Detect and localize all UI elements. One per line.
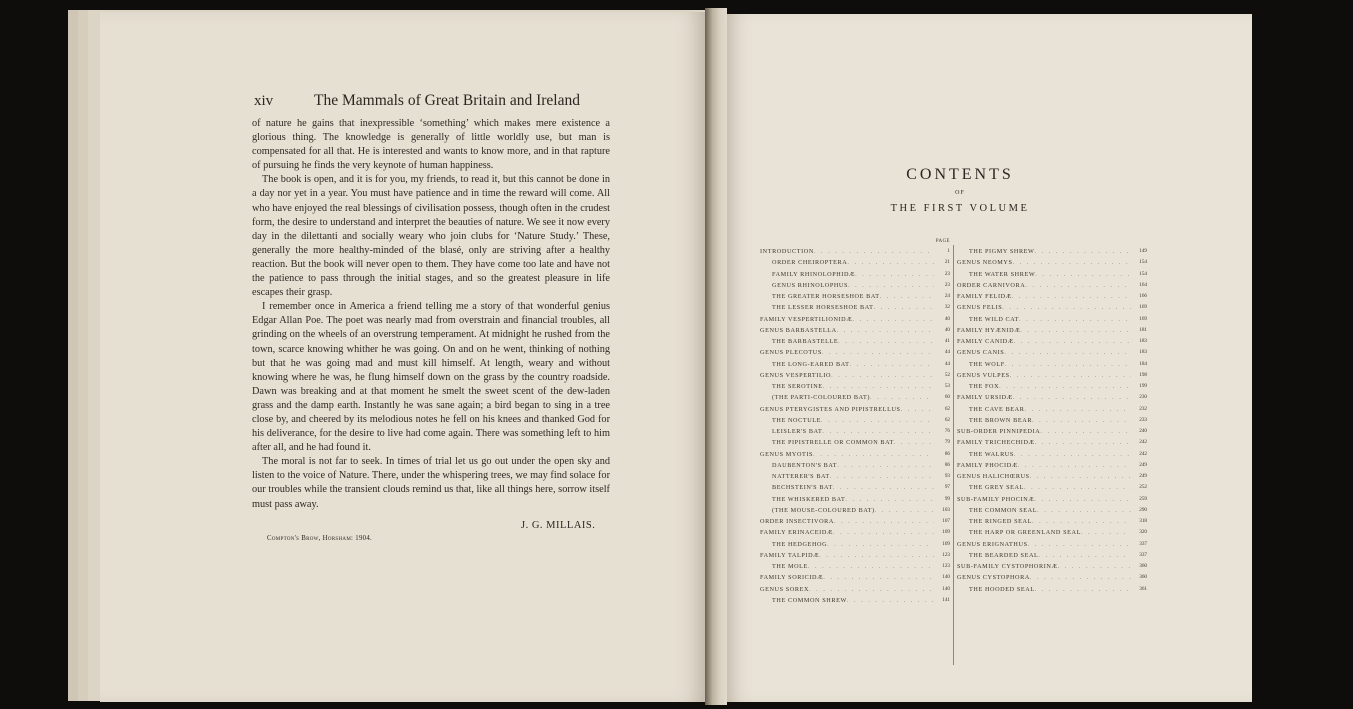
toc-page-number: 169 [1139,315,1147,322]
toc-entry-title: FAMILY TRICHECHIDÆ [957,439,1035,447]
book-spine [705,8,727,705]
toc-page-number: 24 [944,293,950,299]
toc-page-number: 259 [1139,495,1147,502]
toc-page-number: 337 [1139,551,1147,558]
toc-leader-dots [1024,404,1131,415]
toc-entry-title: GENUS NEOMYS [957,259,1013,267]
paragraph: I remember once in America a friend telling me a story of that wonderful genius Edgar Allan Poe. The poet was nearly mad from overstrain and financial troubles, all grinding on the wheels of an overstrung temperament. At midnight he rushed from the town, scarce knowing whither he was going. On and on he went, thinking of nothing but that he was going mad and must kill himself. At length, weary and without knowing where he was, he flung himself down on the grass by the country roadside. Dawn was breaking and at that moment he smelt the sweet scent of the dew-laden grass and the damp earth. Instantly he was sane again; a bird began to sing in a tree close by, and cheered by its melodious notes he fell on his knees and thanked God for his deliverance, for the desire to live had come again. There was something left to him after all, and he had found it. [252,301,610,454]
toc-entry [957,516,1147,527]
toc-leader-dots [855,269,934,280]
toc-entry-title: GENUS SOREX [760,585,810,593]
toc-entry-title: GENUS MYOTIS [760,450,814,458]
toc-entry [760,347,950,358]
toc-page-number: 181 [1139,326,1147,333]
toc-entry-title: BECHSTEIN'S BAT [772,484,833,492]
toc-entry [760,325,950,336]
toc-page-number: 183 [1139,338,1147,344]
author-signature: J. G. MILLAIS. [521,520,596,531]
toc-entry-title: THE MOLE [772,563,808,570]
toc-page-number: 140 [942,574,950,581]
toc-page-number: 183 [1139,349,1147,356]
toc-entry [760,314,950,325]
toc-entry [957,291,1147,302]
toc-entry-title: THE LESSER HORSESHOE BAT [772,304,874,312]
toc-page-number: 140 [942,585,950,592]
toc-entry-title: THE HOODED SEAL [969,585,1035,593]
toc-entry [957,257,1147,268]
toc-page-number: 141 [942,596,950,603]
toc-entry-title: GENUS RHINOLOPHUS [772,281,849,289]
toc-leader-dots [1034,494,1131,505]
toc-page-number: 242 [1139,450,1147,457]
toc-entry-title: THE WATER SHREW [969,270,1036,278]
toc-page-number: 154 [1139,270,1147,277]
toc-page-number: 62 [944,405,950,412]
toc-entry [760,392,950,403]
toc-entry [957,336,1147,347]
toc-leader-dots [1081,527,1131,538]
toc-column-1 [760,237,950,606]
toc-page-number: 1 [947,248,950,254]
toc-page-number: 23 [944,281,950,288]
toc-page-number: 361 [1139,585,1147,592]
toc-page-number: 320 [1139,529,1147,536]
toc-leader-dots [875,505,934,516]
toc-entry [760,246,950,257]
toc-page-number: 76 [944,428,950,434]
toc-entry [957,370,1147,381]
toc-leader-dots [849,359,934,370]
toc-entry [760,595,950,606]
toc-entry [760,550,950,561]
toc-entry-title: GENUS FELIS [957,304,1003,312]
toc-entry [957,359,1147,370]
toc-leader-dots [894,437,934,448]
toc-leader-dots [809,584,934,595]
toc-entry [760,561,950,572]
toc-entry-title: GENUS VULPES [957,371,1010,379]
toc-entry [957,561,1147,572]
toc-entry [957,505,1147,516]
toc-page-number: 318 [1139,518,1147,524]
toc-entry [760,291,950,302]
toc-leader-dots [1013,392,1131,403]
toc-entry-title: THE WHISKERED BAT [772,495,846,503]
toc-leader-dots [870,392,934,403]
toc-leader-dots [831,370,934,381]
toc-entry-title: FAMILY CANIDÆ [957,338,1014,345]
toc-entry-title: FAMILY ERINACEIDÆ [760,529,833,537]
toc-entry-title: THE BEARDED SEAL [969,551,1039,559]
toc-entry [760,426,950,437]
toc-leader-dots [1005,359,1131,370]
toc-entry [760,527,950,538]
toc-page-number: 21 [944,259,950,266]
toc-page-number: 166 [1139,293,1147,299]
toc-entry [957,482,1147,493]
toc-entry-title: THE HARP OR GREENLAND SEAL [969,529,1081,537]
toc-leader-dots [1013,257,1131,268]
toc-entry-title: ORDER INSECTIVORA [760,518,834,525]
toc-leader-dots [1019,314,1131,325]
body-text [252,117,610,512]
toc-entry-title: THE COMMON SEAL [969,506,1038,514]
toc-page-number: 86 [944,450,950,457]
toc-leader-dots [819,550,934,561]
toc-page-number: 337 [1139,540,1147,547]
toc-entry [957,471,1147,482]
toc-entry [957,550,1147,561]
toc-entry [957,280,1147,291]
toc-entry-title: THE LONG-EARED BAT [772,360,850,368]
toc-entry [760,381,950,392]
toc-leader-dots [837,460,934,471]
toc-leader-dots [852,314,934,325]
toc-page-number: 123 [942,563,950,569]
toc-leader-dots [1038,550,1131,561]
toc-entry [957,584,1147,595]
toc-page-number: 79 [944,439,950,446]
toc-entry [957,347,1147,358]
toc-leader-dots [833,527,934,538]
toc-entry-title: GENUS ERIGNATHUS [957,540,1028,548]
toc-page-number: 109 [942,529,950,536]
toc-entry [760,471,950,482]
toc-leader-dots [1024,482,1131,493]
toc-page-number: 44 [944,349,950,356]
toc-leader-dots [814,246,934,257]
page-label: PAGE [935,239,950,244]
running-title: The Mammals of Great Britain and Ireland [314,92,580,109]
paragraph: The book is open, and it is for you, my friends, to read it, but this cannot be done in a day nor yet in a year. You must have patience and in time the reward will come. All who have enjoyed the real blessings of civilisation possess, though often in the crudest form, the desire to understand and interpret the beauties of nature. We see it now every day in the dilettanti and socially weary who join clubs for ‘Nature Study.’ These, generally the more healthy-minded of the blasé, only are striving after a healthy reaction. But the book will never open to them. They have come too late and have not the patience to pass through the initial stages, and so the greatest pleasure in life escapes their grasp. [252,174,610,299]
toc-page-number: 252 [1139,484,1147,491]
toc-entry-title: GENUS PTERYGISTES AND PIPISTRELLUS [760,405,901,413]
toc-entry [957,404,1147,415]
toc-page-number: 99 [944,495,950,502]
toc-entry-title: THE CAVE BEAR [969,405,1025,413]
toc-leader-dots [1010,370,1131,381]
toc-entry-title: GENUS PLECOTUS [760,349,822,357]
toc-page-number: 40 [944,315,950,322]
toc-page-number: 44 [944,360,950,367]
toc-entry [957,539,1147,550]
toc-page-number: 249 [1139,461,1147,468]
toc-entry-title: FAMILY VESPERTILIONIDÆ [760,315,853,323]
toc-entry-title: THE HEDGEHOG [772,540,828,548]
toc-page-number: 290 [1139,506,1147,513]
toc-entry [957,572,1147,583]
toc-leader-dots [808,561,934,572]
toc-entry-title: THE PIPISTRELLE OR COMMON BAT [772,439,894,447]
toc-entry-title: GENUS VESPERTILIO [760,371,832,379]
toc-entry [957,269,1147,280]
toc-page-number: 109 [942,540,950,547]
toc-page-number: 23 [944,270,950,277]
toc-page-number: 123 [942,551,950,558]
toc-page-number: 86 [944,461,950,468]
toc-entry-title: GENUS BARBASTELLA [760,326,837,334]
toc-leader-dots [830,471,934,482]
toc-entry-title: THE NOCTULE [772,416,822,424]
toc-entry [957,494,1147,505]
toc-leader-dots [848,280,934,291]
contents-of: OF [955,190,965,196]
toc-leader-dots [1032,415,1131,426]
toc-entry-title: ORDER CHEIROPTERA [772,259,848,267]
toc-entry [760,370,950,381]
toc-page-number: 53 [944,383,950,389]
toc-leader-dots [1035,246,1132,257]
toc-leader-dots [822,347,934,358]
running-head [254,92,580,110]
toc-entry-title: GENUS CYSTOPHORA [957,574,1030,582]
toc-entry-title: (THE PARTI-COLOURED BAT) [772,394,871,402]
toc-entry-title: THE BROWN BEAR [969,416,1033,424]
toc-page-number: 249 [1139,473,1147,479]
toc-leader-dots [813,449,934,460]
toc-leader-dots [823,572,934,583]
toc-entry-title: NATTERER'S BAT [772,473,830,480]
toc-entry-title: SUB-FAMILY PHOCINÆ [957,495,1035,503]
toc-entry [957,426,1147,437]
toc-page-number: 232 [1139,405,1147,412]
toc-page-number: 60 [944,394,950,401]
toc-entry [760,437,950,448]
toc-entry-title: FAMILY URSIDÆ [957,394,1013,402]
toc-entry [760,449,950,460]
toc-entry [957,437,1147,448]
toc-page-number: 164 [1139,281,1147,288]
toc-entry [760,494,950,505]
toc-page-number: 184 [1139,360,1147,367]
toc-entry-title: FAMILY PHOCIDÆ [957,461,1018,469]
toc-leader-dots [1014,449,1131,460]
toc-entry-title: THE WALRUS [969,450,1014,458]
toc-page-number: 198 [1139,371,1147,378]
toc-page-number: 360 [1139,574,1147,581]
toc-entry-title: ORDER CARNIVORA [957,281,1026,289]
toc-page-number: 62 [944,416,950,423]
toc-leader-dots [1035,269,1131,280]
toc-leader-dots [1002,302,1131,313]
toc-entry [760,460,950,471]
toc-entry-title: SUB-FAMILY CYSTOPHORINÆ [957,563,1058,570]
toc-leader-dots [1018,460,1131,471]
toc-entry [760,482,950,493]
toc-entry-title: FAMILY SORICIDÆ [760,574,824,582]
toc-entry-title: THE PIGMY SHREW [969,248,1035,255]
toc-page-number: 103 [942,506,950,513]
toc-page-number: 40 [944,326,950,333]
toc-entry-title: FAMILY FELIDÆ [957,293,1012,300]
toc-leader-dots [1040,426,1131,437]
toc-leader-dots [823,381,934,392]
toc-page-number: 230 [1139,394,1147,401]
toc-leader-dots [1035,584,1131,595]
toc-leader-dots [874,302,934,313]
toc-page-number: 149 [1139,248,1147,254]
toc-leader-dots [822,426,934,437]
toc-entry-title: SUB-ORDER PINNIPEDIA [957,428,1041,435]
toc-entry [760,505,950,516]
toc-entry [760,359,950,370]
toc-page-number: 154 [1139,259,1147,266]
toc-entry-title: THE RINGED SEAL [969,518,1032,525]
toc-entry-title: FAMILY HYÆNIDÆ [957,326,1021,334]
toc-entry-title: THE FOX [969,383,1000,390]
toc-entry [957,527,1147,538]
paragraph: of nature he gains that inexpressible ‘something’ which makes mere existence a glorious thing. The knowledge is generally of little worldly use, but man is compensated for all that. He is interested and wants to know more, and in that rapture of pursuing he finds the very keynote of human happiness. [252,118,610,172]
toc-page-number: 52 [944,371,950,378]
toc-leader-dots [821,415,934,426]
toc-entry [957,246,1147,257]
toc-page-number: 169 [1139,304,1147,311]
toc-entry [957,415,1147,426]
toc-entry [760,539,950,550]
toc-entry-title: THE GREATER HORSESHOE BAT [772,293,880,300]
toc-leader-dots [1025,280,1131,291]
toc-leader-dots [1030,471,1131,482]
toc-page-number: 360 [1139,563,1147,569]
toc-entry-title: FAMILY TALPIDÆ [760,551,820,559]
toc-entry [957,449,1147,460]
toc-entry [760,415,950,426]
toc-leader-dots [834,516,934,527]
toc-entry-title: THE SEROTINE [772,383,823,390]
toc-leader-dots [1028,539,1131,550]
paragraph: The moral is not far to seek. In times of trial let us go out under the open sky and listen to the voice of Nature. There, under the whispering trees, we may find solace for our troubles while the transient clouds remind us that, like all things here, sorrow itself must pass away. [252,456,610,510]
toc-leader-dots [845,494,934,505]
toc-leader-dots [999,381,1131,392]
toc-page-number: 107 [942,518,950,524]
toc-entry [957,381,1147,392]
toc-leader-dots [880,291,934,302]
page-number: xiv [254,93,274,109]
toc-leader-dots [838,336,934,347]
toc-leader-dots [1035,437,1131,448]
toc-entry [760,404,950,415]
toc-page-number: 93 [944,473,950,479]
toc-entry [957,314,1147,325]
toc-leader-dots [847,595,934,606]
toc-entry [760,257,950,268]
toc-entry [957,325,1147,336]
toc-column-2 [957,246,1147,595]
toc-leader-dots [1032,516,1131,527]
place-date: Compton's Brow, Horsham: 1904. [267,535,373,542]
toc-leader-dots [1058,561,1131,572]
toc-entry [760,269,950,280]
toc-leader-dots [1014,336,1131,347]
toc-page-number: 242 [1139,439,1147,446]
toc-entry-title: GENUS HALICHŒRUS [957,473,1030,480]
toc-entry [760,572,950,583]
toc-entry [760,280,950,291]
toc-page-number: 97 [944,484,950,491]
toc-entry [957,460,1147,471]
toc-entry-title: LEISLER'S BAT [772,428,823,435]
toc-entry [957,302,1147,313]
toc-entry [760,302,950,313]
toc-page-number: 233 [1139,416,1147,423]
toc-entry [760,516,950,527]
toc-entry-title: THE BARBASTELLE [772,338,839,345]
toc-page-number: 240 [1139,428,1147,434]
toc-page-number: 41 [944,338,950,344]
toc-leader-dots [1030,572,1131,583]
column-divider [953,245,954,665]
toc-entry-title: INTRODUCTION [760,248,814,255]
toc-page-number: 199 [1139,383,1147,389]
toc-entry [760,584,950,595]
toc-leader-dots [1037,505,1131,516]
toc-entry [760,336,950,347]
toc-entry [957,392,1147,403]
toc-leader-dots [901,404,934,415]
toc-entry-title: THE COMMON SHREW [772,596,847,604]
toc-entry-title: THE WOLF [969,360,1005,368]
toc-entry-title: GENUS CANIS [957,349,1005,357]
toc-entry-title: (THE MOUSE-COLOURED BAT) [772,506,875,514]
toc-leader-dots [827,539,934,550]
contents-heading: CONTENTS [906,166,1014,183]
toc-leader-dots [837,325,934,336]
toc-leader-dots [1004,347,1131,358]
toc-leader-dots [1020,325,1131,336]
toc-entry-title: DAUBENTON'S BAT [772,461,838,469]
toc-page-number: 32 [944,304,950,311]
toc-entry-title: FAMILY RHINOLOPHIDÆ [772,270,856,278]
toc-entry-title: THE GREY SEAL [969,484,1025,492]
toc-leader-dots [1012,291,1131,302]
toc-leader-dots [833,482,934,493]
toc-leader-dots [847,257,934,268]
contents-subheading: THE FIRST VOLUME [890,203,1030,214]
toc-entry-title: THE WILD CAT [969,315,1020,323]
